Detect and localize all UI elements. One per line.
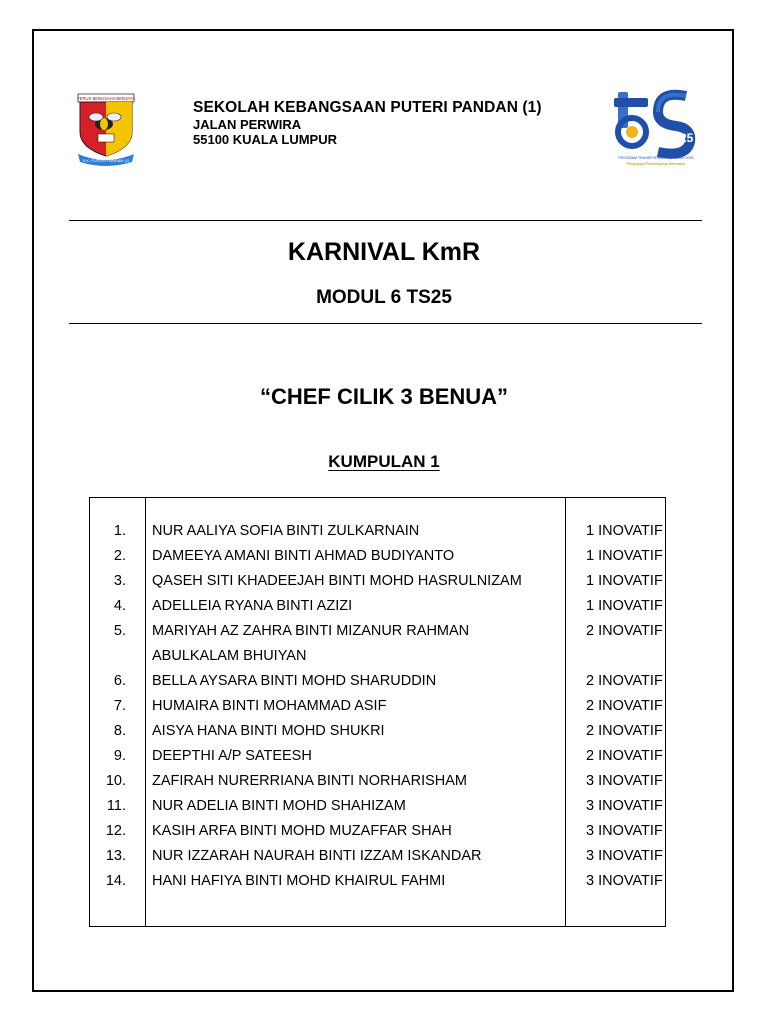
theme-title: “CHEF CILIK 3 BENUA” — [259, 384, 509, 409]
table-row — [90, 573, 665, 598]
class-name: 3 INOVATIF — [586, 848, 663, 864]
student-name: NUR IZZARAH NAURAH BINTI IZZAM ISKANDAR — [152, 848, 482, 864]
address-line-1: JALAN PERWIRA — [193, 117, 302, 132]
table-row — [90, 723, 665, 748]
table-row — [90, 673, 665, 698]
class-name: 3 INOVATIF — [586, 798, 663, 814]
class-name: 1 INOVATIF — [586, 598, 663, 614]
svg-text:Pengupaya Pembelajaran Bermakn: Pengupaya Pembelajaran Bermakna — [626, 162, 686, 166]
class-name: 2 INOVATIF — [586, 623, 663, 639]
row-number: 4. — [113, 598, 126, 614]
student-name: AISYA HANA BINTI MOHD SHUKRI — [152, 723, 385, 739]
address-line-2: 55100 KUALA LUMPUR — [193, 132, 337, 147]
table-row — [90, 848, 665, 873]
divider-bottom — [69, 323, 702, 324]
class-name: 1 INOVATIF — [586, 523, 663, 539]
row-number: 12. — [105, 823, 126, 839]
row-number: 10. — [105, 773, 126, 789]
student-name: ZAFIRAH NURERRIANA BINTI NORHARISHAM — [152, 773, 467, 789]
student-name: HANI HAFIYA BINTI MOHD KHAIRUL FAHMI — [152, 873, 446, 889]
class-name: 2 INOVATIF — [586, 748, 663, 764]
table-row — [90, 598, 665, 623]
svg-text:25: 25 — [680, 131, 694, 145]
student-name: ADELLEIA RYANA BINTI AZIZI — [152, 598, 353, 614]
table-row — [90, 798, 665, 823]
student-name: NUR ADELIA BINTI MOHD SHAHIZAM — [152, 798, 406, 814]
table-row — [90, 623, 665, 664]
row-number: 6. — [113, 673, 126, 689]
class-name: 2 INOVATIF — [586, 723, 663, 739]
module-title: MODUL 6 TS25 — [316, 287, 452, 308]
student-name: DAMEEYA AMANI BINTI AHMAD BUDIYANTO — [152, 548, 455, 564]
svg-text:TERUS BERUSAHA BERJAYA: TERUS BERUSAHA BERJAYA — [77, 96, 135, 101]
divider-top — [69, 220, 702, 221]
table-row — [90, 548, 665, 573]
table-row — [90, 873, 665, 898]
school-name: SEKOLAH KEBANGSAAN PUTERI PANDAN (1) — [193, 99, 542, 116]
row-number: 14. — [105, 873, 126, 889]
row-number: 3. — [113, 573, 126, 589]
row-number: 2. — [113, 548, 126, 564]
student-name-continued: ABULKALAM BHUIYAN — [152, 648, 307, 664]
student-name: QASEH SITI KHADEEJAH BINTI MOHD HASRULNIZAM — [152, 573, 522, 589]
school-crest-icon — [74, 92, 138, 166]
table-row — [90, 698, 665, 723]
class-name: 3 INOVATIF — [586, 773, 663, 789]
student-name: NUR AALIYA SOFIA BINTI ZULKARNAIN — [152, 523, 420, 539]
row-number: 13. — [105, 848, 126, 864]
class-name: 1 INOVATIF — [586, 573, 663, 589]
student-name: BELLA AYSARA BINTI MOHD SHARUDDIN — [152, 673, 437, 689]
class-name: 3 INOVATIF — [586, 873, 663, 889]
table-row — [90, 523, 665, 548]
event-title: KARNIVAL KmR — [287, 238, 481, 266]
row-number: 5. — [113, 623, 126, 639]
table-row — [90, 748, 665, 773]
group-title — [0, 452, 768, 472]
student-name: MARIYAH AZ ZAHRA BINTI MIZANUR RAHMAN — [152, 623, 470, 639]
class-name: 2 INOVATIF — [586, 698, 663, 714]
student-name: HUMAIRA BINTI MOHAMMAD ASIF — [152, 698, 387, 714]
row-number: 7. — [113, 698, 126, 714]
row-number: 11. — [106, 798, 126, 814]
row-number: 8. — [113, 723, 126, 739]
student-name: KASIH ARFA BINTI MOHD MUZAFFAR SHAH — [152, 823, 452, 839]
class-name: 2 INOVATIF — [586, 673, 663, 689]
table-row — [90, 823, 665, 848]
svg-text:S.K. PUTERI PANDAN (1): S.K. PUTERI PANDAN (1) — [82, 158, 130, 163]
class-name: 3 INOVATIF — [586, 823, 663, 839]
table-row — [90, 773, 665, 798]
svg-text:PROGRAM TRANSFORMASI SEKOLAH 2: PROGRAM TRANSFORMASI SEKOLAH 2025 — [618, 156, 694, 160]
ts25-logo-icon — [614, 88, 698, 168]
class-name: 1 INOVATIF — [586, 548, 663, 564]
members-table — [89, 497, 666, 927]
student-name: DEEPTHI A/P SATEESH — [152, 748, 312, 764]
group-label: KUMPULAN 1 — [328, 452, 440, 471]
row-number: 9. — [113, 748, 126, 764]
row-number: 1. — [113, 523, 126, 539]
